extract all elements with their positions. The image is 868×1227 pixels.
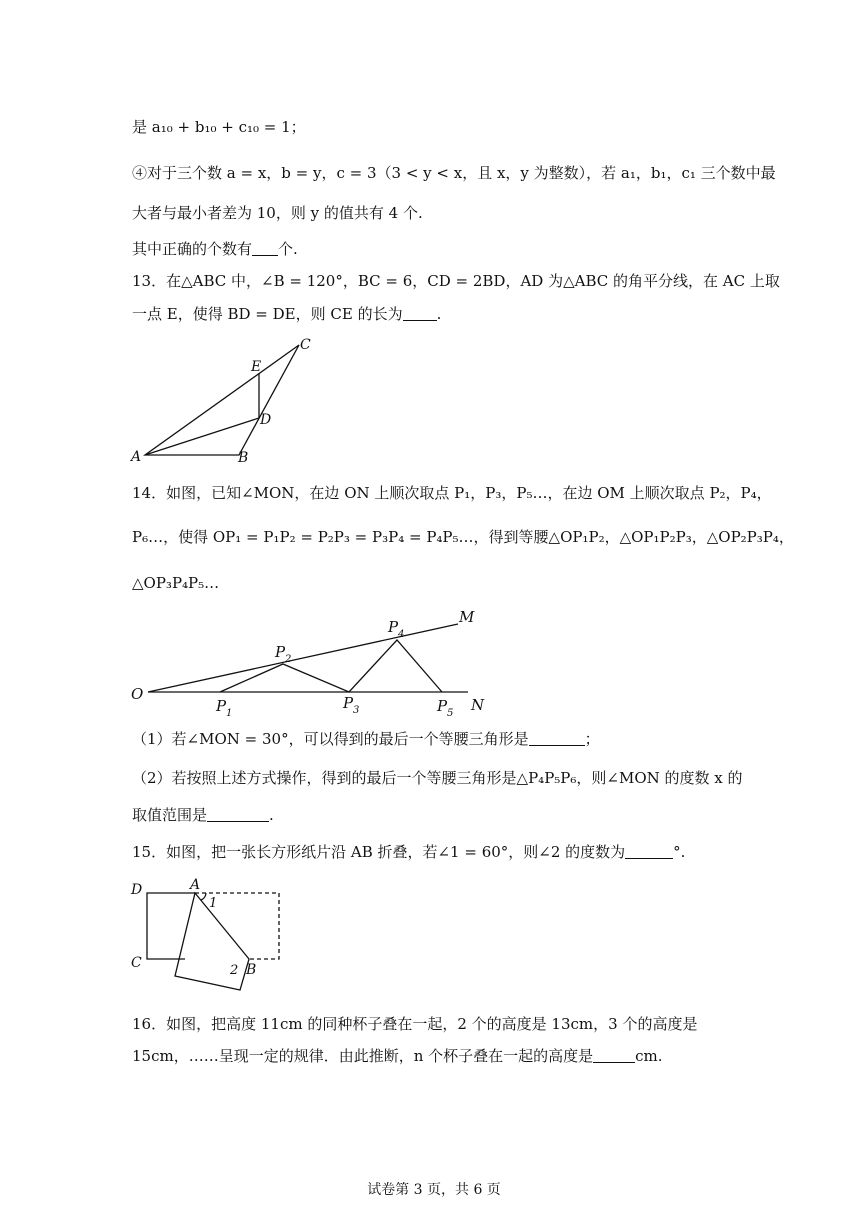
q15-rectangle-dashed bbox=[195, 893, 279, 959]
q14-sub2-end: . bbox=[269, 806, 274, 824]
q12-answer-blank[interactable] bbox=[252, 240, 278, 256]
q14-sub1 bbox=[132, 729, 600, 749]
q12-item4-line2: 大者与最小者差为 10，则 y 的值共有 4 个. bbox=[132, 204, 423, 222]
q12-question-text: 其中正确的个数有 bbox=[132, 240, 253, 258]
q14-label-p5-sub: 5 bbox=[447, 708, 454, 719]
q15-label-b: B bbox=[246, 962, 257, 978]
q14-label-p3-sub: 3 bbox=[353, 705, 360, 716]
q13-label-c: C bbox=[300, 337, 311, 353]
q14-sub2-line2 bbox=[132, 805, 274, 825]
q14-sub2-blank[interactable] bbox=[207, 806, 269, 822]
q13-label-a: A bbox=[131, 449, 142, 465]
q15-folded-part bbox=[175, 893, 249, 990]
q14-label-p4-sub: 4 bbox=[398, 629, 405, 640]
q14-sub1-text: （1）若∠MON = 30°，可以得到的最后一个等腰三角形是 bbox=[132, 730, 529, 748]
q14-label-o: O bbox=[131, 685, 144, 703]
q16-line2 bbox=[132, 1046, 663, 1066]
q15-rectangle-solid bbox=[147, 893, 195, 959]
q14-line3: △OP₃P₄P₅… bbox=[132, 574, 220, 592]
q14-ray-om bbox=[148, 624, 458, 692]
q14-line2: P₆…，使得 OP₁ = P₁P₂ = P₂P₃ = P₃P₄ = P₄P₅…，得到等腰△OP₁P₂，△OP₁P₂P₃，△OP₂P₃P₄， bbox=[132, 528, 794, 546]
q14-label-n: N bbox=[471, 696, 485, 714]
q13-line2-text: 一点 E，使得 BD = DE，则 CE 的长为 bbox=[132, 305, 403, 323]
q16-answer-blank[interactable] bbox=[593, 1047, 635, 1063]
q12-line1: 是 a₁₀ + b₁₀ + c₁₀ = 1； bbox=[132, 118, 306, 136]
q15-label-d: D bbox=[131, 882, 143, 898]
q15-label-a: A bbox=[190, 877, 201, 893]
q13-segment-ad bbox=[145, 418, 259, 455]
q13-line2-end: . bbox=[436, 305, 442, 323]
page-footer: 试卷第 3 页，共 6 页 bbox=[367, 1182, 501, 1198]
q14-label-p3: P bbox=[343, 694, 354, 712]
q16-line2-text: 15cm，……呈现一定的规律．由此推断，n 个杯子叠在一起的高度是 bbox=[132, 1047, 594, 1065]
q13-line2 bbox=[132, 304, 441, 324]
q14-label-p2: P bbox=[275, 643, 286, 661]
q12-item4-line1: ④对于三个数 a = x，b = y，c = 3（3 < y < x，且 x，y 为整数），若 a₁，b₁，c₁ 三个数中最 bbox=[132, 164, 776, 182]
q14-sub1-blank[interactable] bbox=[529, 730, 585, 746]
q14-sub1-end: ； bbox=[584, 730, 600, 748]
q13-label-d: D bbox=[260, 412, 272, 428]
q14-label-p4: P bbox=[388, 618, 399, 636]
q14-line1: 14．如图，已知∠MON，在边 ON 上顺次取点 P₁，P₃，P₅…，在边 OM 上顺次取点 P₂，P₄， bbox=[132, 484, 772, 502]
q12-question bbox=[132, 239, 298, 259]
q15-angle1-label: 1 bbox=[209, 896, 218, 911]
q13-answer-blank[interactable] bbox=[403, 305, 437, 321]
q15-answer-blank[interactable] bbox=[625, 843, 673, 859]
q15-angle2-label: 2 bbox=[230, 963, 239, 978]
q16-line2-end: cm. bbox=[635, 1047, 663, 1065]
q15-label-c: C bbox=[131, 955, 142, 971]
q14-label-p5: P bbox=[437, 697, 448, 715]
q16-line1: 16．如图，把高度 11cm 的同种杯子叠在一起，2 个的高度是 13cm，3 个的高度是 bbox=[132, 1015, 698, 1033]
q12-question-end: 个. bbox=[278, 240, 298, 258]
q14-zigzag bbox=[220, 640, 442, 692]
q14-label-p1-sub: 1 bbox=[226, 708, 233, 719]
q15-line1-end: °. bbox=[673, 843, 686, 861]
q14-label-p1: P bbox=[216, 697, 227, 715]
q15-angle1-arc bbox=[201, 893, 206, 900]
q13-label-b: B bbox=[238, 450, 249, 466]
q14-label-m: M bbox=[459, 608, 475, 626]
q14-label-p2-sub: 2 bbox=[285, 654, 292, 665]
q13-label-e: E bbox=[251, 359, 262, 375]
q13-triangle-abc bbox=[145, 345, 299, 455]
q15-line1 bbox=[132, 842, 685, 862]
q15-line1-text: 15．如图，把一张长方形纸片沿 AB 折叠，若∠1 = 60°，则∠2 的度数为 bbox=[132, 843, 626, 861]
q14-sub2-text: 取值范围是 bbox=[132, 806, 208, 824]
q13-line1: 13．在△ABC 中，∠B = 120°，BC = 6，CD = 2BD，AD 为△ABC 的角平分线，在 AC 上取 bbox=[132, 272, 780, 290]
q14-sub2-line1: （2）若按照上述方式操作，得到的最后一个等腰三角形是△P₄P₅P₆，则∠MON 的度数 x 的 bbox=[132, 769, 743, 787]
